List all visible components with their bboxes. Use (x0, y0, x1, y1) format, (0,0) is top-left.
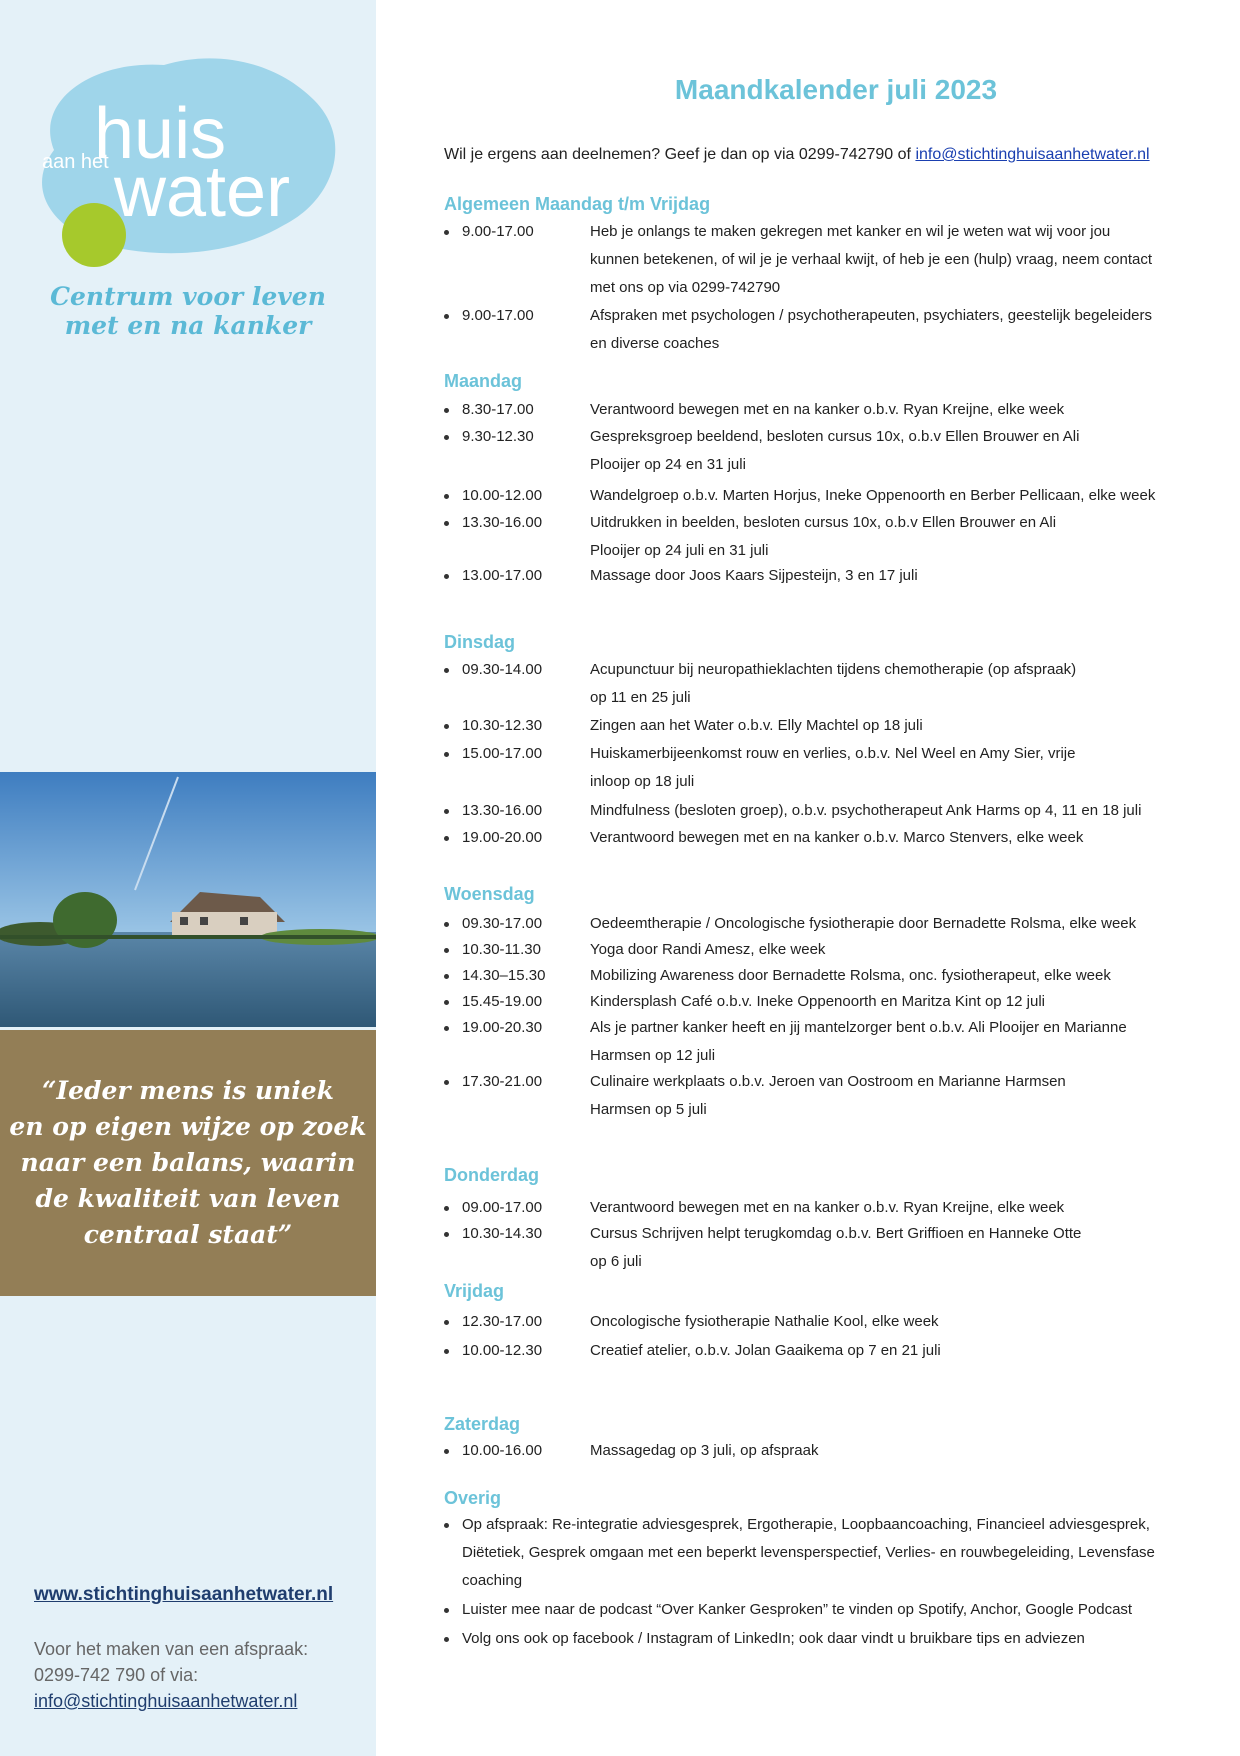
entry-description-line: Zingen aan het Water o.b.v. Elly Machtel op 18 juli (590, 717, 923, 734)
bullet-icon (444, 521, 449, 526)
section-title: Maandag (444, 371, 523, 391)
entry-description-line: Kindersplash Café o.b.v. Ineke Oppenoorth en Maritza Kint op 12 juli (590, 993, 1045, 1010)
bullet-icon (444, 1449, 449, 1454)
entry-description-line: op 11 en 25 juli (590, 689, 691, 706)
logo-water: water (114, 152, 291, 232)
bullet-icon (444, 1608, 449, 1613)
entry-description-line: Massagedag op 3 juli, op afspraak (590, 1442, 819, 1459)
intro-email-link[interactable]: info@stichtinghuisaanhetwater.nl (915, 146, 1150, 163)
bullet-icon (444, 408, 449, 413)
entry-description (590, 712, 1190, 740)
entry-description-line: Gespreksgroep beeldend, besloten cursus 10x, o.b.v Ellen Brouwer en Ali (590, 428, 1080, 445)
bullet-icon (444, 724, 449, 729)
entry-description (590, 1014, 1190, 1070)
entry-description-line: op 6 juli (590, 1253, 642, 1270)
entry-description (590, 509, 1190, 565)
section-title: Woensdag (444, 884, 535, 904)
overig-text-line: Volg ons ook op facebook / Instagram of LinkedIn; ook daar vindt u bruikbare tips en adviezen (462, 1630, 1085, 1647)
entry-description (590, 797, 1190, 825)
page-title: Maandkalender juli 2023 (674, 74, 998, 105)
entry-description (590, 824, 1190, 852)
entry-description-line: Acupunctuur bij neuropathieklachten tijdens chemotherapie (op afspraak) (590, 661, 1077, 678)
entry-description-line: Verantwoord bewegen met en na kanker o.b.v. Ryan Kreijne, elke week (590, 401, 1065, 418)
entry-time: 10.30-14.30 (462, 1225, 543, 1242)
section-title: Algemeen Maandag t/m Vrijdag (444, 194, 711, 214)
bullet-icon (444, 836, 449, 841)
tagline-line: Centrum voor leven (50, 282, 326, 311)
entry-time: 10.30-12.30 (462, 717, 543, 734)
entry-description (590, 656, 1190, 712)
entry-description (590, 1308, 1190, 1336)
entry-time: 14.30–15.30 (462, 967, 546, 984)
entry-description-line: Afspraken met psychologen / psychotherapeuten, psychiaters, geestelijk begeleiders (590, 307, 1152, 324)
entry-description (590, 962, 1190, 990)
intro-sentence: Wil je ergens aan deelnemen? Geef je dan op via 0299-742790 of (444, 146, 916, 163)
logo-aan-het: aan het (42, 151, 109, 173)
section-title: Dinsdag (444, 632, 516, 652)
quote-line: “Ieder mens is uniek (42, 1076, 334, 1105)
overig-text (462, 1625, 1202, 1653)
section-title-overig: Overig (444, 1488, 502, 1508)
entry-description-line: Harmsen op 12 juli (590, 1047, 716, 1064)
house-on-water-photo (0, 772, 376, 1027)
contact-line: 0299-742 790 of via: (34, 1665, 199, 1685)
entry-description-line: Heb je onlangs te maken gekregen met kanker en wil je weten wat wij voor jou (590, 223, 1111, 240)
entry-time: 15.45-19.00 (462, 993, 543, 1010)
entry-time: 13.30-16.00 (462, 514, 543, 531)
overig-text-line: Op afspraak: Re-integratie adviesgesprek, Ergotherapie, Loopbaancoaching, Financieel adviesgesprek, (462, 1516, 1150, 1533)
entry-description-line: kunnen betekenen, of wil je je verhaal kwijt, of heb je een (hulp) vraag, neem contact (590, 251, 1153, 268)
entry-description (590, 218, 1190, 302)
entry-time: 15.00-17.00 (462, 745, 543, 762)
entry-description (590, 936, 1190, 964)
overig-text (462, 1511, 1202, 1595)
bullet-icon (444, 435, 449, 440)
entry-description-line: en diverse coaches (590, 335, 720, 352)
bullet-icon (444, 948, 449, 953)
tagline-line: met en na kanker (64, 311, 312, 340)
bullet-icon (444, 1349, 449, 1354)
entry-time: 19.00-20.00 (462, 829, 543, 846)
entry-description-line: Massage door Joos Kaars Sijpesteijn, 3 en 17 juli (590, 567, 918, 584)
entry-time: 8.30-17.00 (462, 401, 534, 418)
overig-text-line: Diëtetiek, Gesprek omgaan met een beperkt levensperspectief, Verlies- en rouwbegeleiding, Levensfase (462, 1544, 1155, 1561)
entry-description-line: Plooijer op 24 en 31 juli (590, 456, 746, 473)
overig-text (462, 1596, 1202, 1624)
logo-huis: huis (94, 94, 227, 174)
entry-description-line: Plooijer op 24 juli en 31 juli (590, 542, 769, 559)
entry-description (590, 1068, 1190, 1124)
bullet-icon (444, 314, 449, 319)
entry-time: 10.00-12.30 (462, 1342, 543, 1359)
entry-description-line: Wandelgroep o.b.v. Marten Horjus, Ineke Oppenoorth en Berber Pellicaan, elke week (590, 487, 1156, 504)
overig-text-line: coaching (462, 1572, 523, 1589)
entry-description (590, 562, 1190, 590)
entry-description (590, 396, 1190, 424)
bullet-icon (444, 1080, 449, 1085)
bullet-icon (444, 1000, 449, 1005)
bullet-icon (444, 1026, 449, 1031)
bullet-icon (444, 1232, 449, 1237)
entry-time: 10.00-16.00 (462, 1442, 543, 1459)
entry-time: 10.30-11.30 (462, 941, 541, 958)
intro-text (444, 146, 1150, 164)
entry-description-line: Oedeemtherapie / Oncologische fysiotherapie door Bernadette Rolsma, elke week (590, 915, 1137, 932)
bullet-icon (444, 494, 449, 499)
quote-line: en op eigen wijze op zoek (9, 1112, 367, 1141)
entry-description-line: Verantwoord bewegen met en na kanker o.b.v. Ryan Kreijne, elke week (590, 1199, 1065, 1216)
bullet-icon (444, 752, 449, 757)
entry-time: 13.30-16.00 (462, 802, 543, 819)
entry-description (590, 910, 1190, 938)
entry-time: 13.00-17.00 (462, 567, 543, 584)
entry-description-line: Mobilizing Awareness door Bernadette Rolsma, onc. fysiotherapeut, elke week (590, 967, 1111, 984)
entry-description-line: met ons op via 0299-742790 (590, 279, 781, 296)
section-title: Vrijdag (444, 1281, 505, 1301)
entry-description (590, 988, 1190, 1016)
quote-box (0, 1030, 376, 1296)
quote-line: centraal staat” (83, 1220, 293, 1249)
entry-time: 19.00-20.30 (462, 1019, 543, 1036)
bullet-icon (444, 668, 449, 673)
bullet-icon (444, 974, 449, 979)
contact-line: Voor het maken van een afspraak: (34, 1639, 309, 1659)
entry-time: 09.30-14.00 (462, 661, 543, 678)
bullet-icon (444, 574, 449, 579)
entry-time: 09.30-17.00 (462, 915, 543, 932)
entry-description (590, 1337, 1190, 1365)
entry-time: 9.00-17.00 (462, 307, 534, 324)
entry-time: 09.00-17.00 (462, 1199, 543, 1216)
entry-description-line: Harmsen op 5 juli (590, 1101, 707, 1118)
entry-description-line: Cursus Schrijven helpt terugkomdag o.b.v. Bert Griffioen en Hanneke Otte (590, 1225, 1082, 1242)
overig-text-line: Luister mee naar de podcast “Over Kanker Gesproken” te vinden op Spotify, Anchor, Google Podcast (462, 1601, 1133, 1618)
entry-description-line: Huiskamerbijeenkomst rouw en verlies, o.b.v. Nel Weel en Amy Sier, vrije (590, 745, 1076, 762)
entry-description (590, 1220, 1190, 1276)
logo (14, 40, 364, 280)
entry-description (590, 1194, 1190, 1222)
bullet-icon (444, 922, 449, 927)
entry-description-line: Culinaire werkplaats o.b.v. Jeroen van Oostroom en Marianne Harmsen (590, 1073, 1066, 1090)
bullet-icon (444, 1637, 449, 1642)
bullet-icon (444, 230, 449, 235)
entry-description-line: Als je partner kanker heeft en jij mantelzorger bent o.b.v. Ali Plooijer en Marianne (590, 1019, 1127, 1036)
bullet-icon (444, 809, 449, 814)
entry-description-line: Creatief atelier, o.b.v. Jolan Gaaikema op 7 en 21 juli (590, 1342, 941, 1359)
contact-info (34, 1636, 308, 1714)
entry-time: 10.00-12.00 (462, 487, 543, 504)
entry-time: 9.00-17.00 (462, 223, 534, 240)
entry-description (590, 740, 1190, 796)
bullet-icon (444, 1523, 449, 1528)
entry-time: 9.30-12.30 (462, 428, 534, 445)
bullet-icon (444, 1320, 449, 1325)
entry-description-line: inloop op 18 juli (590, 773, 695, 790)
quote-line: naar een balans, waarin (20, 1148, 356, 1177)
bullet-icon (444, 1206, 449, 1211)
section-title: Donderdag (444, 1165, 540, 1185)
tagline (0, 282, 376, 340)
entry-description-line: Verantwoord bewegen met en na kanker o.b.v. Marco Stenvers, elke week (590, 829, 1084, 846)
entry-description (590, 482, 1190, 510)
entry-time: 12.30-17.00 (462, 1313, 543, 1330)
entry-description (590, 423, 1190, 479)
section-title: Zaterdag (444, 1414, 521, 1434)
entry-description-line: Oncologische fysiotherapie Nathalie Kool, elke week (590, 1313, 939, 1330)
entry-description (590, 1437, 1190, 1465)
sidebar (0, 0, 376, 1756)
contact-email-link[interactable]: info@stichtinghuisaanhetwater.nl (34, 1691, 298, 1711)
entry-description (590, 302, 1190, 358)
website-link[interactable]: www.stichtinghuisaanhetwater.nl (34, 1584, 334, 1605)
entry-description-line: Yoga door Randi Amesz, elke week (590, 941, 826, 958)
quote-line: de kwaliteit van leven (35, 1184, 341, 1213)
entry-time: 17.30-21.00 (462, 1073, 543, 1090)
entry-description-line: Mindfulness (besloten groep), o.b.v. psychotherapeut Ank Harms op 4, 11 en 18 juli (590, 802, 1142, 819)
entry-description-line: Uitdrukken in beelden, besloten cursus 10x, o.b.v Ellen Brouwer en Ali (590, 514, 1057, 531)
